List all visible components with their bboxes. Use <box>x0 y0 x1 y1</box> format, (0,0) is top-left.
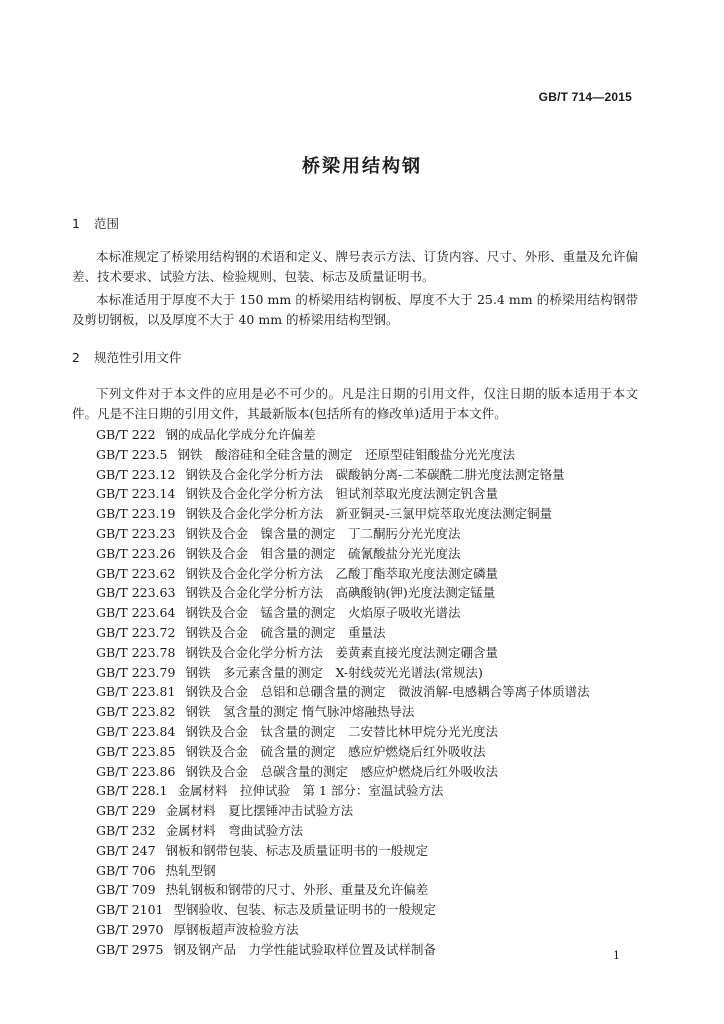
section-1-title: 范围 <box>93 216 119 231</box>
page-number: 1 <box>613 949 620 962</box>
reference-code: GB/T 223.62 <box>96 565 176 581</box>
reference-code: GB/T 2970 <box>96 921 164 937</box>
reference-title: 钢铁及合金化学分析方法 新亚铜灵-三氯甲烷萃取光度法测定铜量 <box>185 506 553 522</box>
reference-item <box>96 564 656 584</box>
reference-title: 钢铁及合金 硫含量的测定 重量法 <box>185 624 386 640</box>
reference-item <box>96 841 656 861</box>
reference-item <box>96 682 656 702</box>
reference-code: GB/T 706 <box>96 862 156 878</box>
reference-title: 钢铁及合金 钛含量的测定 二安替比林甲烷分光光度法 <box>185 723 498 739</box>
reference-item <box>96 524 656 544</box>
reference-item <box>96 544 656 564</box>
reference-code: GB/T 223.5 <box>96 446 168 462</box>
reference-code: GB/T 223.86 <box>96 763 176 779</box>
reference-code: GB/T 2975 <box>96 941 164 957</box>
section-1-paragraph-1: 本标准规定了桥梁用结构钢的术语和定义、牌号表示方法、订货内容、尺寸、外形、重量及允许偏差、技术要求、试验方法、检验规则、包装、标志及质量证明书。 <box>72 249 638 284</box>
reference-item <box>96 880 656 900</box>
reference-title: 钢铁及合金 钼含量的测定 硫氰酸盐分光光度法 <box>185 545 461 561</box>
reference-item <box>96 583 656 603</box>
reference-title: 钢铁 酸溶硅和全硅含量的测定 还原型硅钼酸盐分光光度法 <box>177 446 515 462</box>
reference-title: 钢铁及合金化学分析方法 高碘酸钠(钾)光度法测定锰量 <box>185 585 496 601</box>
reference-code: GB/T 223.63 <box>96 585 176 601</box>
reference-title: 钢铁及合金化学分析方法 乙酸丁酯萃取光度法测定磷量 <box>185 565 498 581</box>
reference-item <box>96 623 656 643</box>
section-2-number: 2 <box>72 350 80 365</box>
reference-item <box>96 702 656 722</box>
section-2-title: 规范性引用文件 <box>93 350 182 365</box>
reference-code: GB/T 223.84 <box>96 723 176 739</box>
reference-item <box>96 940 656 960</box>
reference-title: 钢板和钢带包装、标志及质量证明书的一般规定 <box>165 842 429 858</box>
document-title: 桥梁用结构钢 <box>302 156 422 177</box>
reference-title: 金属材料 夏比摆锤冲击试验方法 <box>165 803 354 819</box>
reference-title: 金属材料 拉伸试验 第 1 部分：室温试验方法 <box>177 783 444 799</box>
reference-code: GB/T 229 <box>96 803 156 819</box>
reference-title: 钢铁及合金化学分析方法 钽试剂萃取光度法测定钒含量 <box>185 486 498 502</box>
reference-title: 厚钢板超声波检验方法 <box>173 921 299 937</box>
reference-code: GB/T 223.12 <box>96 466 176 482</box>
reference-code: GB/T 223.14 <box>96 486 176 502</box>
reference-title: 热轧钢板和钢带的尺寸、外形、重量及允许偏差 <box>165 882 429 898</box>
reference-list <box>96 425 656 960</box>
reference-item <box>96 722 656 742</box>
reference-item <box>96 920 656 940</box>
reference-item <box>96 603 656 623</box>
reference-code: GB/T 223.72 <box>96 624 176 640</box>
reference-code: GB/T 222 <box>96 427 156 442</box>
reference-code: GB/T 247 <box>96 842 156 858</box>
reference-code: GB/T 223.64 <box>96 605 176 621</box>
reference-title: 钢铁及合金 总碳含量的测定 感应炉燃烧后红外吸收法 <box>185 763 498 779</box>
reference-title: 钢铁及合金 镍含量的测定 丁二酮肟分光光度法 <box>185 525 461 541</box>
reference-code: GB/T 232 <box>96 822 156 838</box>
section-1-number: 1 <box>72 216 80 231</box>
reference-title: 型钢验收、包装、标志及质量证明书的一般规定 <box>173 902 437 918</box>
reference-item <box>96 900 656 920</box>
reference-code: GB/T 223.78 <box>96 644 176 660</box>
reference-item <box>96 465 656 485</box>
reference-title: 钢铁及合金化学分析方法 姜黄素直接光度法测定硼含量 <box>185 644 498 660</box>
reference-code: GB/T 223.81 <box>96 684 176 700</box>
reference-title: 钢铁及合金 锰含量的测定 火焰原子吸收光谱法 <box>185 605 461 621</box>
reference-item <box>96 484 656 504</box>
reference-code: GB/T 228.1 <box>96 783 168 799</box>
reference-item <box>96 762 656 782</box>
reference-code: GB/T 223.82 <box>96 704 176 720</box>
reference-title: 钢铁及合金化学分析方法 碳酸钠分离-二苯碳酰二肼光度法测定铬量 <box>185 466 565 482</box>
reference-code: GB/T 223.85 <box>96 743 176 759</box>
reference-title: 金属材料 弯曲试验方法 <box>165 822 304 838</box>
reference-title: 钢铁及合金 总铝和总硼含量的测定 微波消解-电感耦合等离子体质谱法 <box>185 684 590 700</box>
reference-item <box>96 445 656 465</box>
section-2-intro: 下列文件对于本文件的应用是必不可少的。凡是注日期的引用文件，仅注日期的版本适用于本文件。凡是不注日期的引用文件，其最新版本(包括所有的修改单)适用于本文件。 <box>72 386 638 421</box>
reference-code: GB/T 709 <box>96 882 156 898</box>
reference-item <box>96 781 656 801</box>
reference-item <box>96 801 656 821</box>
reference-item <box>96 821 656 841</box>
reference-item <box>96 504 656 524</box>
reference-item <box>96 861 656 881</box>
reference-title: 热轧型钢 <box>165 862 216 878</box>
reference-title: 钢及钢产品 力学性能试验取样位置及试样制备 <box>173 941 437 957</box>
reference-title: 钢铁 氢含量的测定 惰气脉冲熔融热导法 <box>185 704 415 720</box>
reference-title: 钢铁及合金 硫含量的测定 感应炉燃烧后红外吸收法 <box>185 743 486 759</box>
section-2-heading <box>72 348 182 366</box>
reference-item <box>96 425 656 445</box>
reference-title: 钢的成品化学成分允许偏差 <box>165 427 316 442</box>
standard-code: GB/T 714—2015 <box>538 90 632 104</box>
reference-code: GB/T 223.23 <box>96 525 176 541</box>
section-1-heading <box>72 214 119 232</box>
reference-code: GB/T 223.19 <box>96 506 176 522</box>
reference-item <box>96 663 656 683</box>
reference-item <box>96 643 656 663</box>
reference-title: 钢铁 多元素含量的测定 X-射线荧光光谱法(常规法) <box>185 664 483 680</box>
reference-code: GB/T 2101 <box>96 902 164 918</box>
reference-item <box>96 742 656 762</box>
reference-code: GB/T 223.79 <box>96 664 176 680</box>
reference-code: GB/T 223.26 <box>96 545 176 561</box>
section-1-paragraph-2: 本标准适用于厚度不大于 150 mm 的桥梁用结构钢板、厚度不大于 25.4 mm 的桥梁用结构钢带及剪切钢板，以及厚度不大于 40 mm 的桥梁用结构型钢。 <box>72 292 638 327</box>
